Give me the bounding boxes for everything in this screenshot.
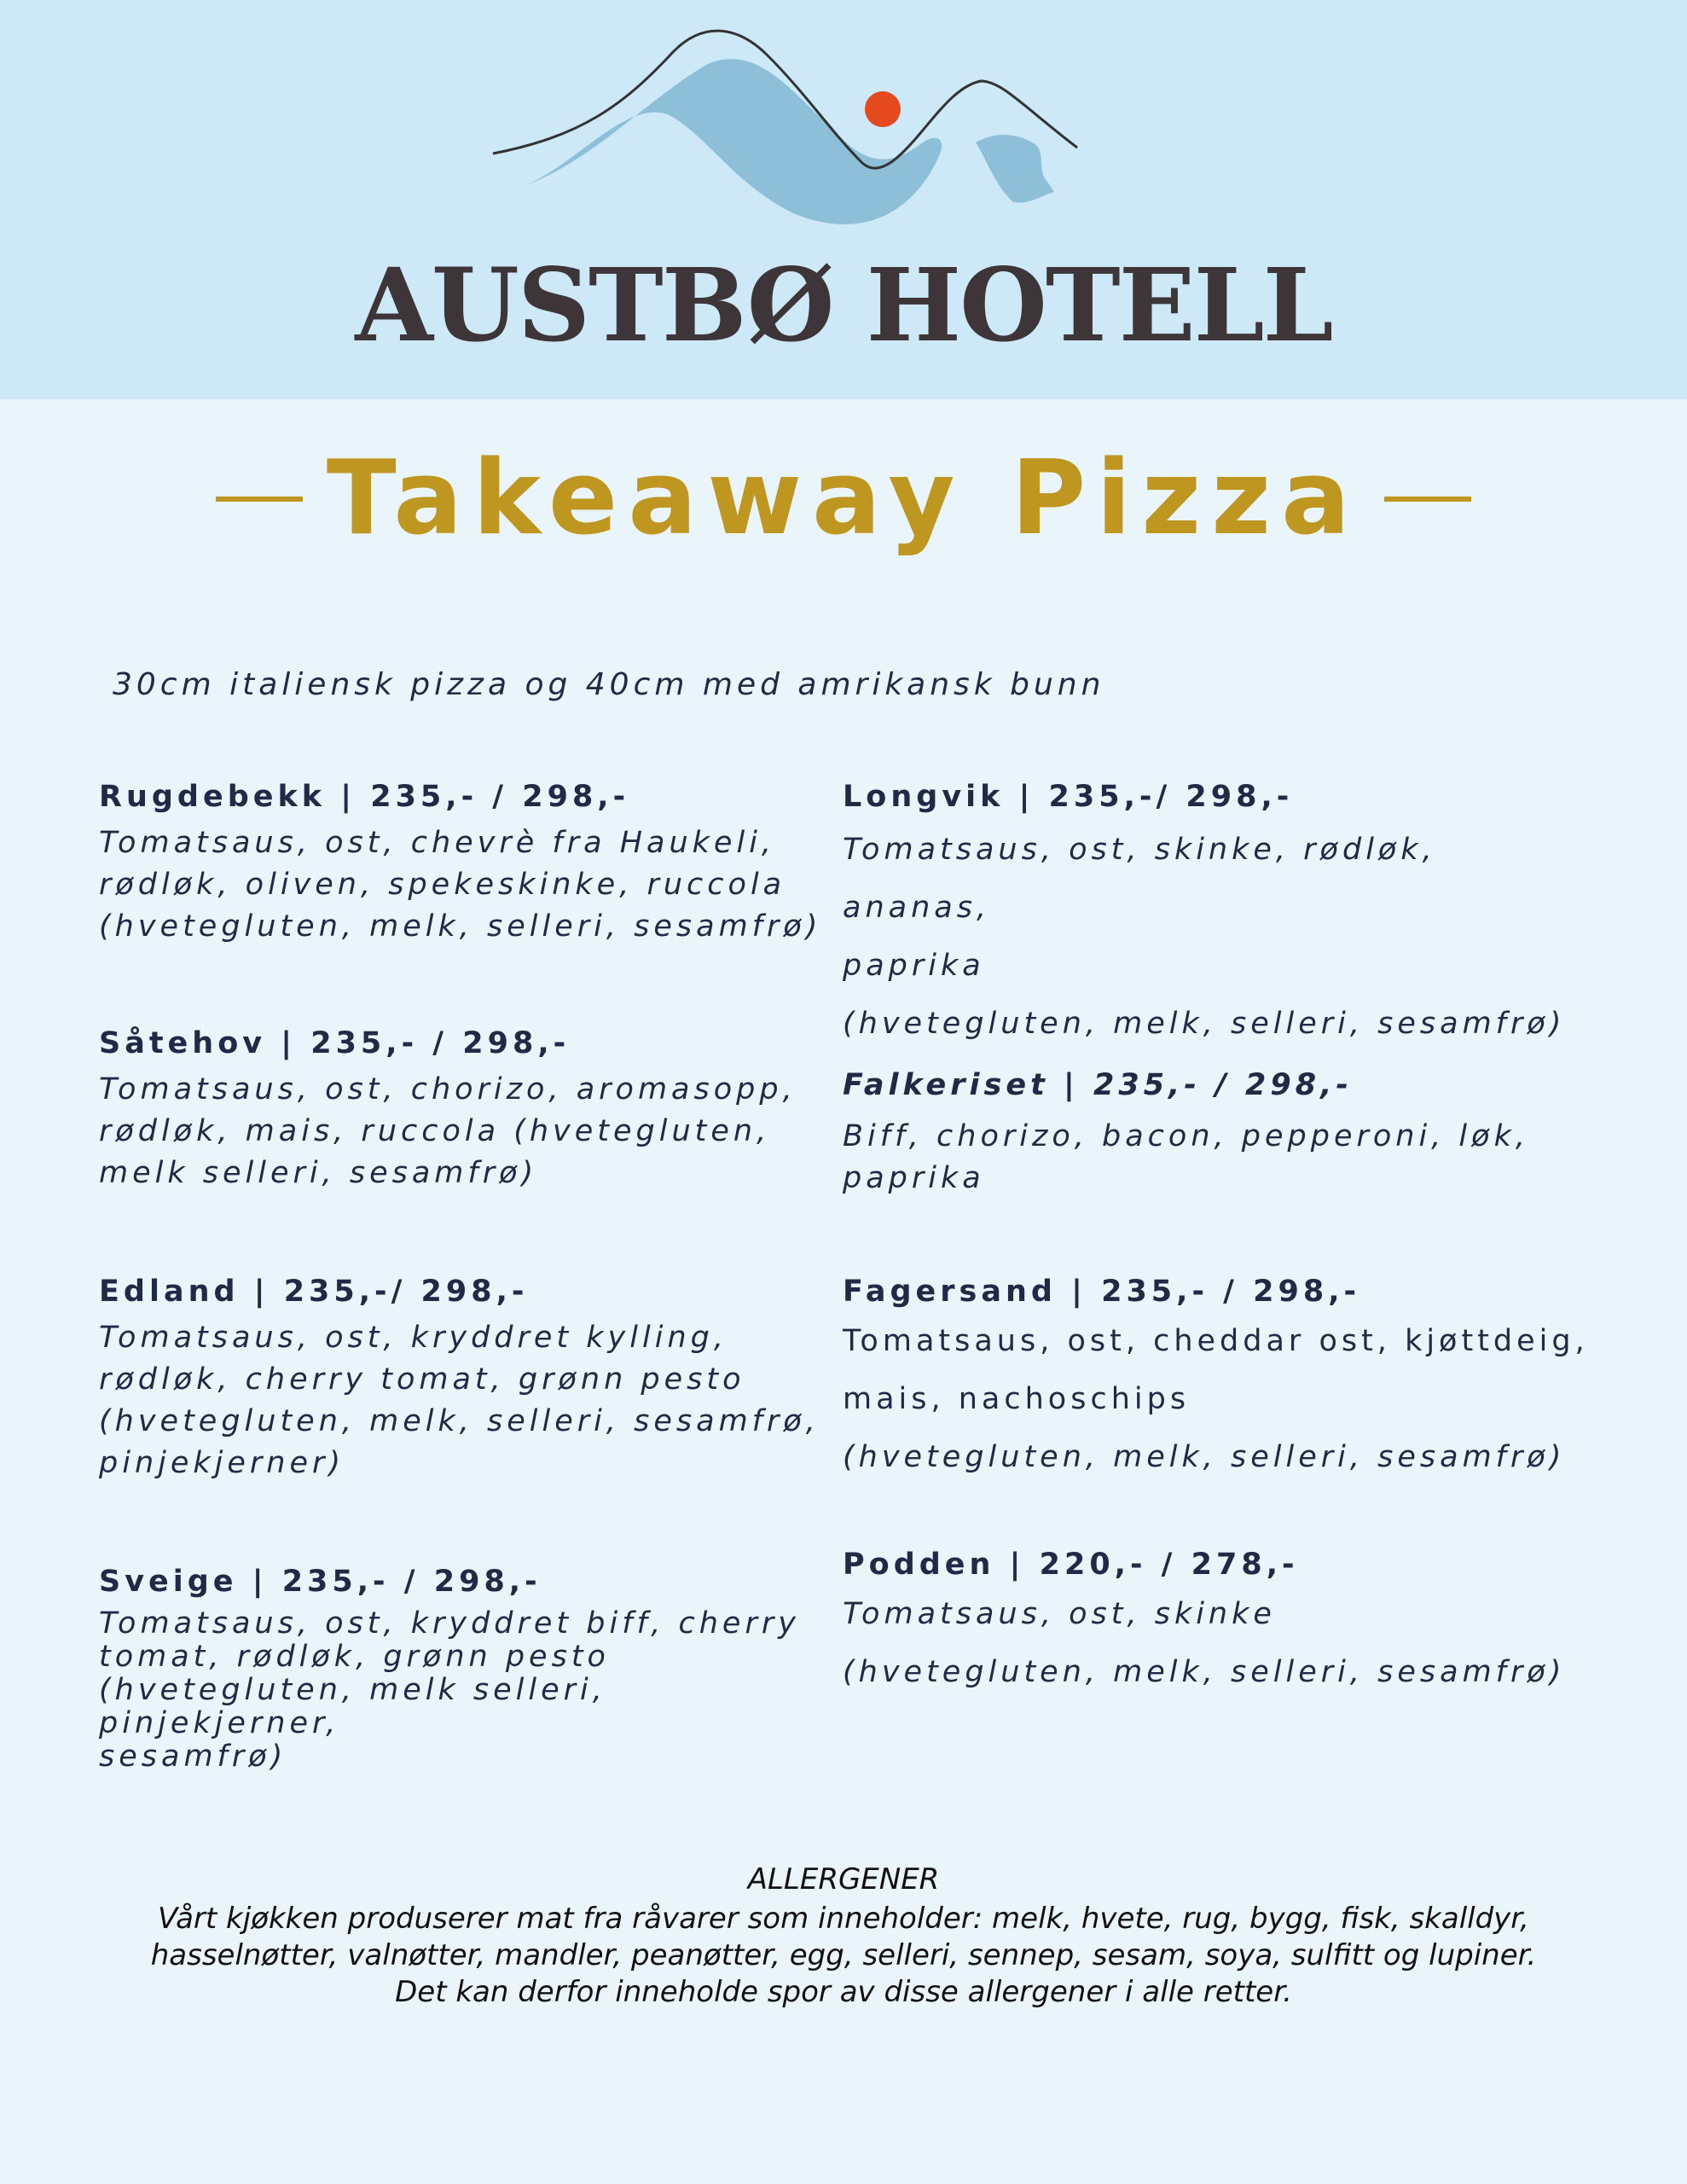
title-divider-right [1384, 497, 1471, 502]
desc-line: Biff, chorizo, bacon, pepperoni, løk, [843, 1119, 1529, 1153]
item-name: Fagersand | 235,- / 298,- [843, 1275, 1361, 1309]
desc-line: (hvetegluten, melk selleri, pinjekjerner, [99, 1673, 606, 1740]
desc-line: (hvetegluten, melk, selleri, sesamfrø, [99, 1404, 820, 1438]
item-description [843, 821, 1593, 1053]
desc-line: rødløk, cherry tomat, grønn pesto [99, 1362, 745, 1397]
desc-line: Tomatsaus, ost, chevrè fra Haukeli, [99, 826, 776, 860]
allergen-line: hasselnøtter, valnøtter, mandler, peanøtter, egg, selleri, sennep, sesam, soya, sulfitt og lupiner. [150, 1938, 1537, 1972]
desc-line: Tomatsaus, ost, skinke, rødløk, ananas, [843, 833, 1436, 925]
desc-line: melk selleri, sesamfrø) [99, 1156, 538, 1190]
mountain-brushstroke-right [976, 135, 1054, 203]
allergen-heading: ALLERGENER [747, 1862, 940, 1896]
menu-title-row [0, 435, 1687, 563]
menu-item-podden [843, 1544, 1593, 1701]
desc-line: sesamfrø) [99, 1740, 287, 1774]
menu-item-rugdebekk [99, 776, 849, 948]
item-description [843, 1585, 1593, 1701]
menu-subtitle: 30cm italiensk pizza og 40cm med amrikansk bunn [113, 667, 1105, 702]
desc-line: Tomatsaus, ost, kryddret kylling, [99, 1321, 728, 1355]
sun-dot [865, 91, 901, 127]
desc-line: (hvetegluten, melk, selleri, sesamfrø) [843, 1655, 1566, 1689]
mountain-brushstroke [525, 59, 942, 224]
item-name: Falkeriset | 235,- / 298,- [843, 1068, 1353, 1102]
desc-line: Tomatsaus, ost, cheddar ost, kjøttdeig, [843, 1324, 1589, 1358]
header-banner [0, 0, 1687, 399]
item-description [99, 1069, 849, 1194]
menu-item-sveige [99, 1561, 849, 1774]
item-description [99, 1317, 849, 1484]
item-description [843, 1312, 1593, 1486]
allergen-line: Det kan derfor inneholde spor av disse allergener i alle retter. [395, 1975, 1292, 2009]
desc-line: rødløk, mais, ruccola (hvetegluten, [99, 1114, 771, 1148]
title-divider-left [216, 497, 303, 502]
item-name: Longvik | 235,-/ 298,- [843, 780, 1294, 814]
item-name: Edland | 235,-/ 298,- [99, 1275, 529, 1309]
menu-title: Takeaway Pizza [326, 439, 1361, 558]
menu-item-longvik [843, 776, 1593, 1053]
hotel-name: AUSTBØ HOTELL [355, 246, 1332, 364]
item-name: Såtehov | 235,- / 298,- [99, 1026, 571, 1060]
menu-item-satehov [99, 1023, 849, 1194]
item-name: Rugdebekk | 235,- / 298,- [99, 780, 630, 814]
item-name: Sveige | 235,- / 298,- [99, 1565, 542, 1599]
desc-line: (hvetegluten, melk, selleri, sesamfrø) [843, 1007, 1566, 1041]
desc-line: rødløk, oliven, spekeskinke, ruccola [99, 868, 786, 902]
item-description [99, 822, 849, 948]
desc-line: Tomatsaus, ost, skinke [843, 1597, 1276, 1631]
desc-line: Tomatsaus, ost, kryddret biff, cherry [99, 1606, 800, 1641]
menu-item-fagersand [843, 1271, 1593, 1486]
allergen-line: Vårt kjøkken produserer mat fra råvarer som inneholder: melk, hvete, rug, bygg, fisk, skalldyr, [158, 1902, 1529, 1936]
item-description [99, 1607, 849, 1774]
desc-line: pinjekjerner) [99, 1446, 345, 1480]
desc-line: paprika [843, 949, 985, 983]
desc-line: (hvetegluten, melk, selleri, sesamfrø) [843, 1440, 1566, 1474]
desc-line: tomat, rødløk, grønn pesto [99, 1640, 610, 1674]
menu-item-edland [99, 1271, 849, 1484]
item-description [843, 1116, 1593, 1199]
item-name: Podden | 220,- / 278,- [843, 1548, 1299, 1582]
menu-item-falkeriset [843, 1065, 1593, 1199]
desc-line: paprika [843, 1161, 985, 1195]
desc-line: mais, nachoschips [843, 1382, 1191, 1416]
allergen-notice [0, 1858, 1687, 2011]
mountain-logo-icon [478, 13, 1092, 243]
desc-line: Tomatsaus, ost, chorizo, aromasopp, [99, 1072, 797, 1107]
desc-line: (hvetegluten, melk, selleri, sesamfrø) [99, 909, 822, 944]
